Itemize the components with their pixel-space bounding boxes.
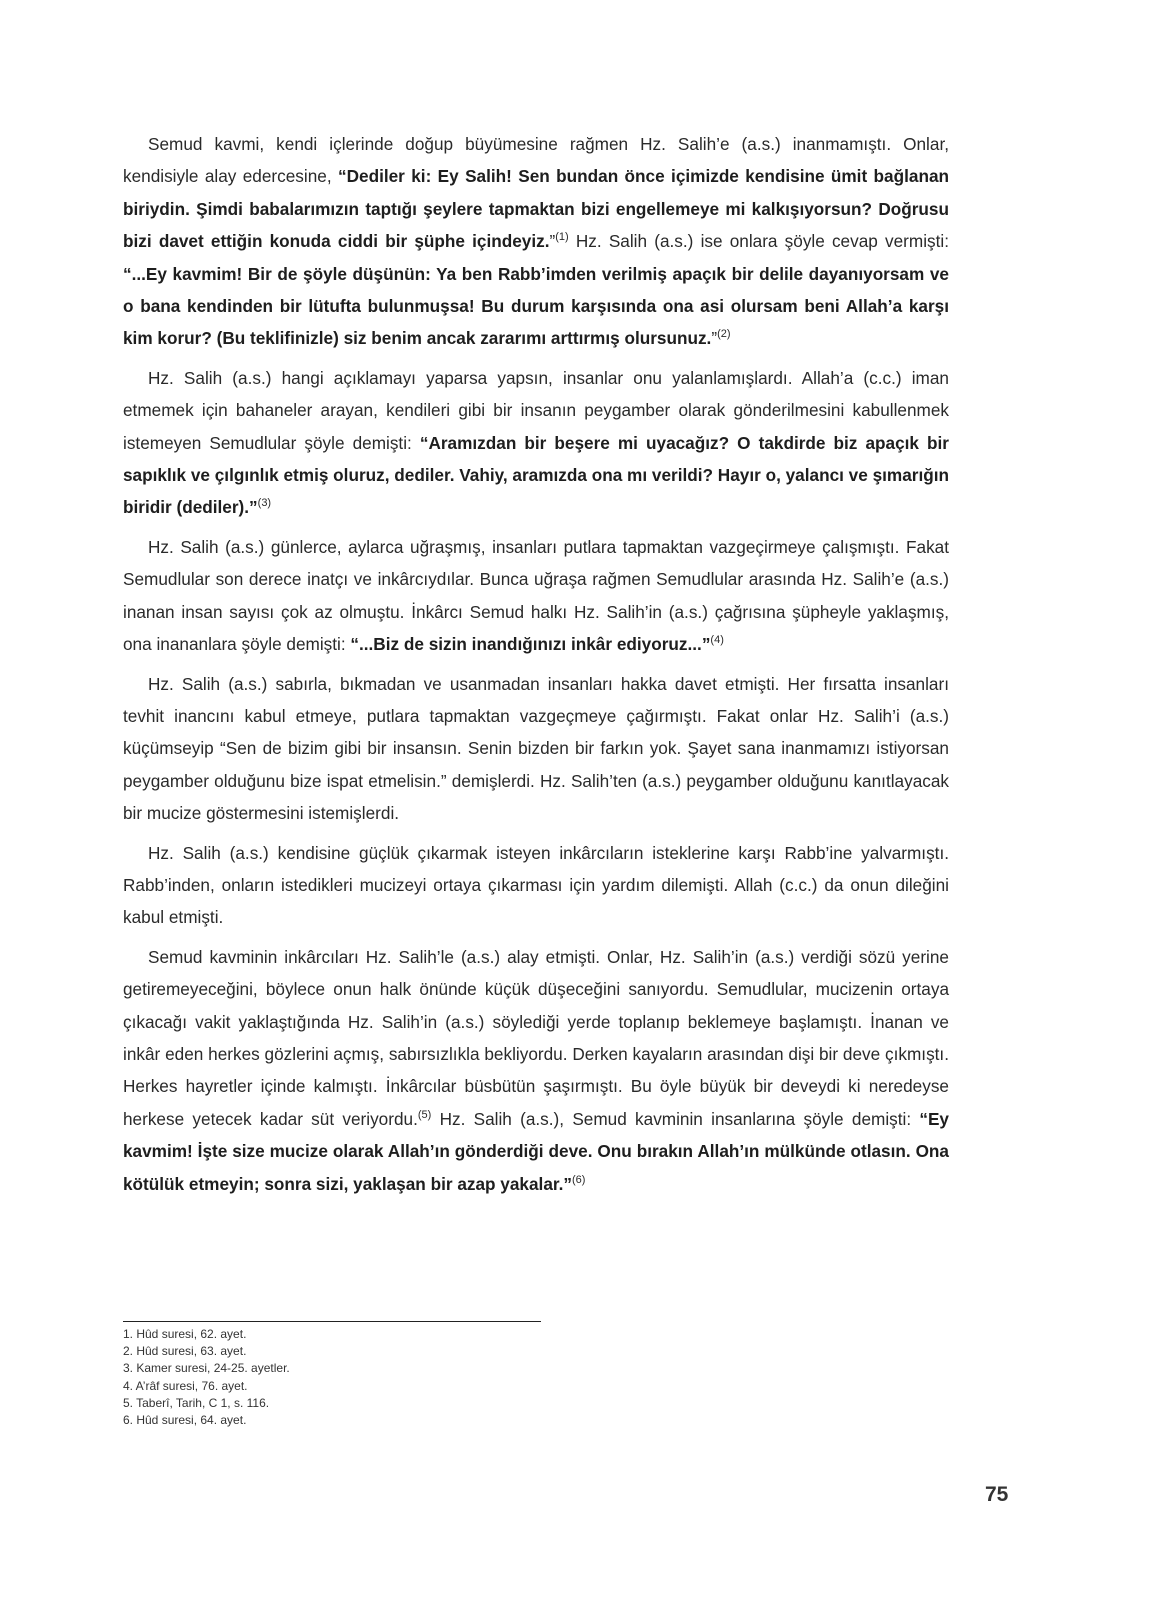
footnote: 4. A’râf suresi, 76. ayet. <box>123 1378 248 1393</box>
paragraph <box>123 941 949 1200</box>
quote-text: “...Ey kavmim! Bir de şöyle düşünün: Ya ben Rabb’imden verilmiş apaçık bir delile dayanıyorsam ve o bana kendinden bir lütufta bulunmuşsa! Bu durum karşısında ona asi olursam beni Allah’a karşı kim korur? (Bu teklifinizle) siz benim ancak zararımı arttırmış olursunuz. <box>123 263 949 349</box>
body-text <box>123 128 949 1207</box>
paragraph <box>123 362 949 524</box>
footnote-ref: (1) <box>555 231 569 244</box>
paragraph <box>123 128 949 355</box>
text-run: Hz. Salih (a.s.) günlerce, aylarca uğraşmış, insanları putlara tapmaktan vazgeçirmeye çalışmıştı. Fakat Semudlular son derece inatçı ve inkârcıydılar. Bunca uğraşa rağmen Semudlular arasında Hz. Salih’e (a.s.) inanan insan sayısı çok az olmuştu. İnkârcı Semud halkı Hz. Salih’in (a.s.) çağrısına şüpheyle yaklaşmış, ona inananlara şöyle demişti: <box>123 536 949 655</box>
text-run: Hz. Salih (a.s.) sabırla, bıkmadan ve usanmadan insanları hakka davet etmişti. Her fırsatta insanları tevhit inancını kabul etmeye, putlara tapmaktan vazgeçmeye çağırmıştı. Fakat onlar Hz. Salih’i (a.s.) küçümseyip “Sen de bizim gibi bir insansın. Senin bizden bir farkın yok. Şayet sana inanmamızı istiyorsan peygamber olduğunu bize ispat etmelisin.” demişlerdi. Hz. Salih’ten (a.s.) peygamber olduğunu kanıtlayacak bir mucize göstermesini istemişlerdi. <box>123 673 949 824</box>
footnote: 6. Hûd suresi, 64. ayet. <box>123 1413 247 1428</box>
quote-text: “Dediler ki: Ey Salih! Sen bundan önce içimizde kendisine ümit bağlanan biriydin. Şimdi babalarımızın taptığı şeylere tapmaktan bizi engellemeye mi kalkışıyorsun? Doğrusu bizi davet ettiğin konuda ciddi bir şüphe içindeyiz. <box>123 166 950 252</box>
text-run: ” <box>549 231 556 252</box>
paragraph <box>123 668 949 830</box>
text-run: Hz. Salih (a.s.) ise onlara şöyle cevap vermişti: <box>568 231 949 252</box>
quote-text: “Ey kavmim! İşte size mucize olarak Allah’ın gönderdiği deve. Onu bırakın Allah’ın mülkünde otlasın. Ona kötülük etmeyin; sonra sizi, yaklaşan bir azap yakalar.” <box>123 1108 949 1194</box>
footnote: 2. Hûd suresi, 63. ayet. <box>123 1344 247 1359</box>
footnotes <box>123 1326 290 1429</box>
footnote: 1. Hûd suresi, 62. ayet. <box>123 1327 247 1341</box>
quote-text: “Aramızdan bir beşere mi uyacağız? O takdirde biz apaçık bir sapıklık ve çılgınlık etmiş oluruz, dediler. Vahiy, aramızda ona mı verildi? Hayır o, yalancı ve şımarığın biridir (dediler).” <box>123 432 949 518</box>
footnote-ref: (3) <box>257 497 272 510</box>
page-number: 75 <box>985 1483 1009 1506</box>
text-run: ” <box>711 328 718 349</box>
footnote: 5. Taberî, Tarih, C 1, s. 116. <box>123 1395 270 1410</box>
paragraph <box>123 837 949 934</box>
footnote-ref: (6) <box>571 1173 586 1186</box>
text-run: Hz. Salih (a.s.), Semud kavminin insanlarına şöyle demişti: <box>431 1108 920 1129</box>
footnote: 3. Kamer suresi, 24-25. ayetler. <box>123 1361 290 1376</box>
text-run: Hz. Salih (a.s.) hangi açıklamayı yaparsa yapsın, insanlar onu yalanlamışlardı. Allah’a (c.c.) iman etmemek için bahaneler arayan, kendileri gibi bir insanın peygamber olarak gönderilmesini kabullenmek istemeyen Semudlular şöyle demişti: <box>123 367 949 453</box>
text-run: Semud kavminin inkârcıları Hz. Salih’le (a.s.) alay etmişti. Onlar, Hz. Salih’in (a.s.) verdiği sözü yerine getiremeyeceğini, böylece onun halk önünde küçük düşeceğini sanıyordu. Semudlular, mucizenin ortaya çıkacağı vakit yaklaştığında Hz. Salih’in (a.s.) söylediği yerde toplanıp beklemeye başlamıştı. İnanan ve inkâr eden herkes gözlerini açmış, sabırsızlıkla bekliyordu. Derken kayaların arasından dişi bir deve çıkmıştı. Herkes hayretler içinde kalmıştı. İnkârcılar büsbütün şaşırmıştı. Bu öyle büyük bir deveydi ki neredeyse herkese yetecek kadar süt veriyordu. <box>123 946 949 1129</box>
footnote-ref: (2) <box>717 328 731 341</box>
text-run: Semud kavmi, kendi içlerinde doğup büyümesine rağmen Hz. Salih’e (a.s.) inanmamıştı. Onlar, kendisiyle alay edercesine, <box>123 134 949 187</box>
footnote-ref: (4) <box>710 634 724 647</box>
quote-text: “...Biz de sizin inandığınızı inkâr ediyoruz...” <box>350 634 711 655</box>
paragraph <box>123 531 949 661</box>
footnote-ref: (5) <box>417 1108 432 1121</box>
text-run: Hz. Salih (a.s.) kendisine güçlük çıkarmak isteyen inkârcıların isteklerine karşı Rabb’ine yalvarmıştı. Rabb’inden, onların istedikleri mucizeyi ortaya çıkarması için yardım dilemişti. Allah (c.c.) da onun dileğini kabul etmişti. <box>123 842 949 928</box>
footnote-divider <box>123 1321 541 1322</box>
